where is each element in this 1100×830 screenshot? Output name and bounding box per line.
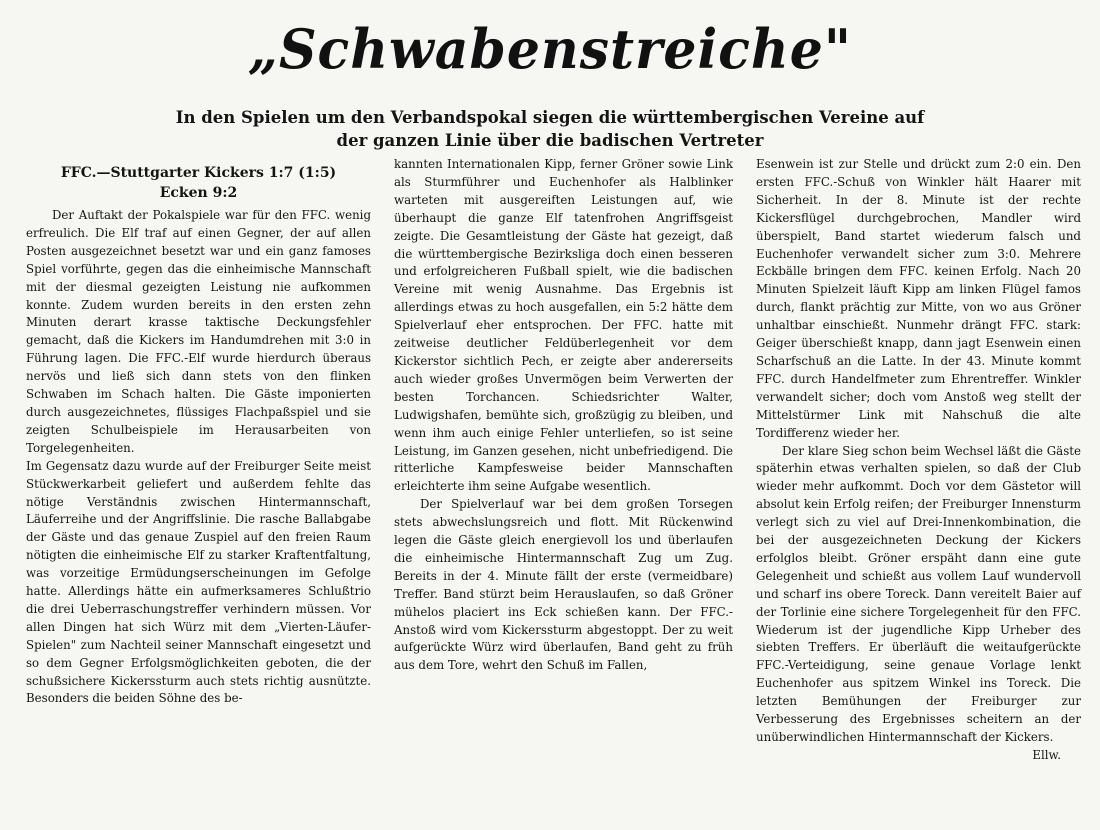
match-title xyxy=(26,163,371,203)
headline: „Schwabenstreiche" xyxy=(248,17,852,82)
paragraph: Der Auftakt der Pokalspiele war für den FFC. wenig erfreulich. Die Elf traf auf einen Gegner, der auf allen Posten ausgezeichnet besetzt war und ein ganz famoses Spiel vorführte, gegen das die einheimische Mannschaft mit der diesmal gezeigten Leistung nie aufkommen konnte. Zudem wurden bereits in den ersten zehn Minuten derart krasse taktische Deckungsfehler gemacht, daß die Kickers im Handumdrehen mit 3:0 in Führung lagen. Die FFC.-Elf wurde hierdurch überaus nervös und ließ sich dann stets von den flinken Schwaben im Schach halten. Die Gäste imponierten durch ausgezeichnetes, flüssiges Flachpaßspiel und sie zeigten Schulbeispiele im Herausarbeiten von Torgelegenheiten. xyxy=(26,208,371,455)
paragraph: kannten Internationalen Kipp, ferner Gröner sowie Link als Sturmführer und Euchenhofer als Halblinker warteten mit ausgereiften Leistungen auf, wie überhaupt die ganze Elf tatenfrohen Angriffsgeist zeigte. Die Gesamtleistung der Gäste hat gezeigt, daß die württembergische Bezirksliga doch einen besseren und erfolgreicheren Fußball spielt, wie die badischen Vereine mit wenig Ausnahme. Das Ergebnis ist allerdings etwas zu hoch ausgefallen, ein 5:2 hätte dem Spielverlauf eher entsprochen. Der FFC. hatte mit zeitweise deutlicher Feldüberlegenheit vor dem Kickerstor sichtlich Pech, er zeigte aber andererseits auch wieder großes Unvermögen beim Verwerten der besten Torchancen. Schiedsrichter Walter, Ludwigshafen, bemühte sich, großzügig zu bleiben, und wenn ihm auch einige Fehler unterliefen, so ist seine Leistung, im Ganzen gesehen, nicht unbefriedigend. Die ritterliche Kampfesweise beider Mannschaften erleichterte ihm seine Aufgabe wesentlich. xyxy=(394,157,733,494)
author-signature: Ellw. xyxy=(1032,747,1061,762)
subheadline-line-2: der ganzen Linie über die badischen Vertreter xyxy=(336,131,764,150)
paragraph: Esenwein ist zur Stelle und drückt zum 2:0 ein. Den ersten FFC.-Schuß von Winkler hält Haarer mit Sicherheit. In der 8. Minute ist der rechte Kickersflügel durchgebrochen, Mandler wird überspielt, Band startet wiederum falsch und Euchenhofer verwandelt sicher zum 3:0. Mehrere Eckbälle bringen dem FFC. keinen Erfolg. Nach 20 Minuten Spielzeit läuft Kipp am linken Flügel famos durch, flankt prächtig zur Mitte, von wo aus Gröner unhaltbar einschießt. Nunmehr drängt FFC. stark: Geiger überschießt knapp, dann jagt Esenwein einen Scharfschuß an die Latte. In der 43. Minute kommt FFC. durch Handelfmeter zum Ehrentreffer. Winkler verwandelt sicher; doch vom Anstoß weg stellt der Mittelstürmer Link mit Nahschuß die alte Tordifferenz wieder her. xyxy=(756,157,1081,440)
match-result: FFC.—Stuttgarter Kickers 1:7 (1:5) xyxy=(60,165,337,181)
paragraph: Im Gegensatz dazu wurde auf der Freiburger Seite meist Stückwerkarbeit geliefert und außerdem fehlte das nötige Verständnis zwischen Hintermannschaft, Läuferreihe und der Angriffslinie. Die rasche Ballabgabe der Gäste und das genaue Zuspiel auf den freien Raum nötigten die einheimische Elf zu starker Kraftentfaltung, was vorzeitige Ermüdungserscheinungen im Gefolge hatte. Allerdings hätte ein aufmerksameres Schlußtrio die drei Ueberraschungstreffer verhindern müssen. Vor allen Dingen hat sich Würz mit dem „Vierten-Läufer-Spielen" zum Nachteil seiner Mannschaft eingesetzt und so dem Gegner Erfolgsmöglichkeiten geboten, die der schußsichere Kickerssturm auch stets richtig ausnützte. Besonders die beiden Söhne des be- xyxy=(26,458,371,706)
column-3 xyxy=(742,156,1090,830)
subheadline xyxy=(14,106,1086,152)
corners-count: Ecken 9:2 xyxy=(159,185,238,201)
paragraph: Der Spielverlauf war bei dem großen Torsegen stets abwechslungsreich und flott. Mit Rückenwind legen die Gäste gleich energievoll los und überlaufen die einheimische Hintermannschaft Zug um Zug. Bereits in der 4. Minute fällt der erste (vermeidbare) Treffer. Band stürzt beim Herauslaufen, so daß Gröner mühelos placiert ins Eck schießen kann. Der FFC.-Anstoß wird vom Kickerssturm abgestoppt. Der zu weit aufgerückte Würz wird überlaufen, Band geht zu früh aus dem Tore, wehrt den Schuß im Fallen, xyxy=(394,497,733,673)
column-1 xyxy=(14,156,380,830)
paragraph: Der klare Sieg schon beim Wechsel läßt die Gäste späterhin etwas verhalten spielen, so daß der Club wieder mehr aufkommt. Doch vor dem Gästetor will absolut kein Erfolg reifen; der Freiburger Innensturm verlegt sich zu viel auf Drei-Innenkombination, die bei der ausgezeichneten Deckung der Kickers erfolglos bleibt. Gröner erspäht dann eine gute Gelegenheit und schießt aus vollem Lauf wundervoll und scharf ins obere Toreck. Dann vereitelt Baier auf der Torlinie eine sichere Torgelegenheit für den FFC. Wiederum ist der jugendliche Kipp Urheber des siebten Treffers. Er überläuft die weitaufgerückte FFC.-Verteidigung, seine genaue Vorlage lenkt Euchenhofer aus spitzem Winkel ins Toreck. Die letzten Bemühungen der Freiburger zur Verbesserung des Ergebnisses scheitern an der unüberwindlichen Hintermannschaft der Kickers. xyxy=(756,443,1081,744)
column-2 xyxy=(380,156,742,830)
article-columns xyxy=(14,156,1090,830)
subheadline-line-1: In den Spielen um den Verbandspokal siegen die württembergischen Vereine auf xyxy=(175,108,925,127)
